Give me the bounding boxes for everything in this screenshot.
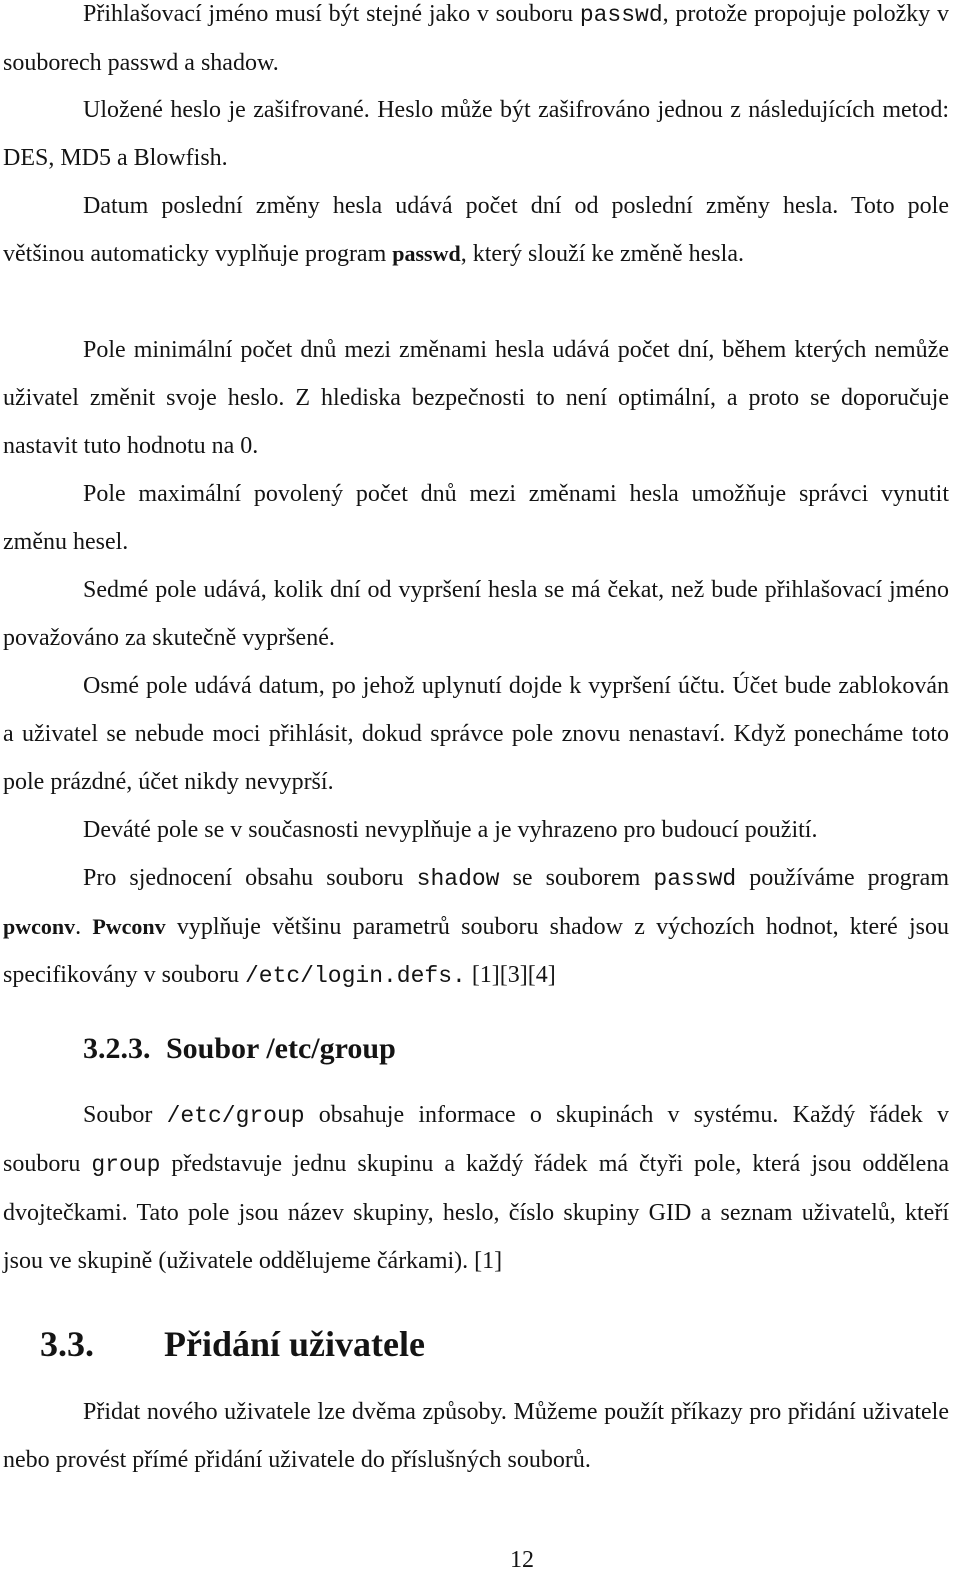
section-number: 3.2.3.: [83, 1032, 151, 1065]
text: [1][3][4]: [465, 962, 556, 988]
text: , protože propojuje položky v souborech passwd a shadow.: [3, 1, 950, 76]
section-heading-3-3: [40, 1318, 425, 1370]
command-passwd: passwd: [392, 241, 461, 266]
paragraph-etc-group: [3, 1091, 949, 1285]
paragraph-last-change: [3, 182, 949, 278]
command-pwconv: pwconv: [3, 914, 76, 939]
text: se souborem: [499, 865, 654, 891]
paragraph-add-user: Přidat nového uživatele lze dvěma způsoby. Můžeme použít příkazy pro přidání uživatele nebo provést přímé přidání uživatele do příslušných souborů.: [3, 1399, 949, 1473]
code-shadow: shadow: [416, 866, 500, 892]
paragraph-seventh-field: Sedmé pole udává, kolik dní od vypršení hesla se má čekat, než bude přihlašovací jméno považováno za skutečně vypršené.: [3, 577, 949, 651]
paragraph-stored-password: Uložené heslo je zašifrované. Heslo může být zašifrováno jednou z následujících metod: DES, MD5 a Blowfish.: [3, 97, 949, 171]
paragraph-eighth-field: Osmé pole udává datum, po jehož uplynutí dojde k vypršení účtu. Účet bude zablokován a uživatel se nebude moci přihlásit, dokud správce pole znovu nenastaví. Když ponecháme toto pole prázdné, účet nikdy nevyprší.: [3, 673, 949, 795]
text: Soubor: [83, 1102, 167, 1128]
paragraph-min-days: Pole minimální počet dnů mezi změnami hesla udává počet dní, během kterých nemůže uživatel změnit svoje heslo. Z hlediska bezpečnosti to není optimální, a proto se doporučuje nastavit tuto hodnotu na 0.: [3, 337, 949, 459]
text: představuje jednu skupinu a každý řádek má čtyři pole, která jsou oddělena dvojtečkami. Tato pole jsou název skupiny, heslo, číslo skupiny GID a seznam uživatelů, kteří jsou ve skupině (uživatele oddělujeme čárkami). [1]: [3, 1151, 949, 1274]
section-heading-3-2-3: [83, 1025, 396, 1073]
code-login-defs: /etc/login.defs.: [244, 963, 466, 989]
section-number: 3.3.: [40, 1324, 94, 1364]
command-pwconv-capital: Pwconv: [92, 914, 166, 939]
section-title: Soubor /etc/group: [166, 1032, 396, 1065]
text: obsahuje informace o skupinách v systému. Každý řádek v souboru: [3, 1102, 949, 1177]
code-etc-group: /etc/group: [166, 1103, 305, 1129]
code-group: group: [91, 1152, 161, 1178]
paragraph-username: [3, 0, 949, 87]
section-title: Přidání uživatele: [164, 1324, 425, 1364]
page-number: 12: [510, 1547, 534, 1573]
text: vyplňuje většinu parametrů souboru shadow z výchozích hodnot, které jsou specifikovány v souboru: [3, 914, 949, 988]
text: , který slouží ke změně hesla.: [460, 241, 744, 267]
text: Přihlašovací jméno musí být stejné jako v souboru: [83, 1, 580, 27]
code-passwd: passwd: [653, 866, 737, 892]
text: .: [75, 914, 93, 940]
code-passwd: passwd: [579, 2, 663, 28]
text: Pro sjednocení obsahu souboru: [83, 865, 417, 891]
text: používáme program: [736, 865, 949, 891]
text: Datum poslední změny hesla udává počet dní od poslední změny hesla. Toto pole většinou automaticky vyplňuje program: [3, 193, 949, 267]
paragraph-max-days: Pole maximální povolený počet dnů mezi změnami hesla umožňuje správci vynutit změnu hesel.: [3, 481, 949, 555]
paragraph-pwconv: [3, 854, 949, 1000]
paragraph-ninth-field: Deváté pole se v současnosti nevyplňuje a je vyhrazeno pro budoucí použití.: [83, 817, 818, 843]
